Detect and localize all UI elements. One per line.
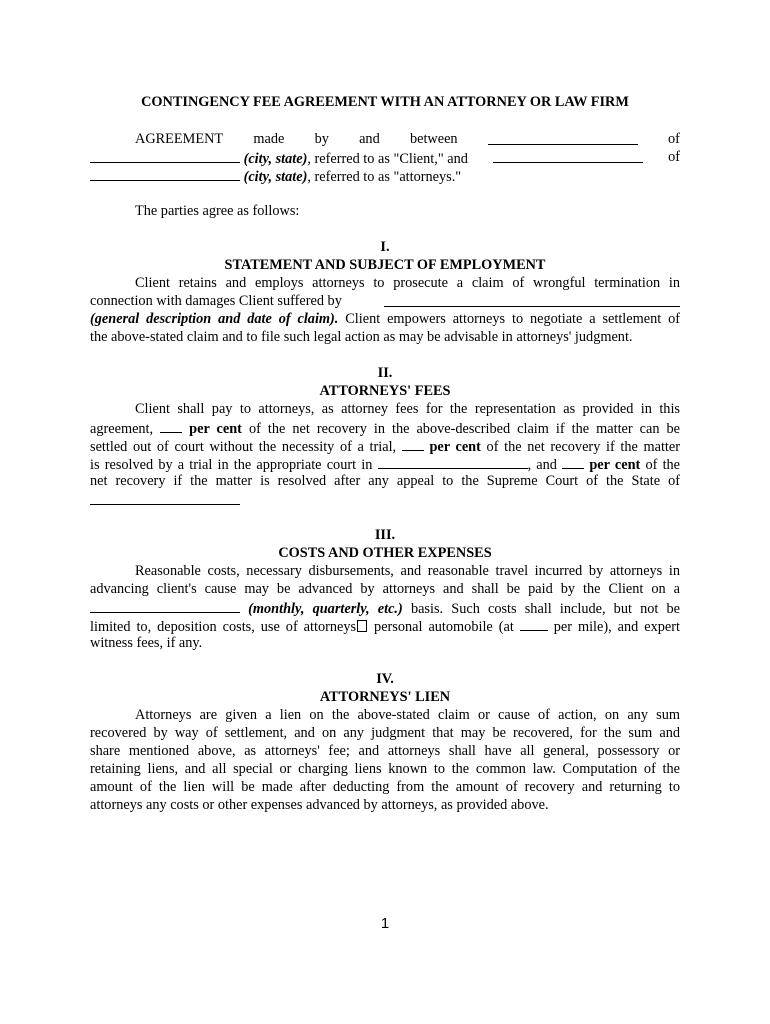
section-2-line-3: settled out of court without the necessity of a trial, per cent of the net recovery if the matter [90, 436, 680, 456]
intro-line-3: (city, state), referred to as "attorneys." [90, 166, 680, 186]
court-blank[interactable] [378, 454, 528, 469]
section-1-line-1: Client retains and employs attorneys to prosecute a claim of wrongful termination in [135, 275, 680, 291]
section-1-line-4: the above-stated claim and to file such legal action as may be advisable in attorneys' judgment. [90, 329, 633, 345]
appeal-percent-blank[interactable] [562, 454, 584, 469]
section-2-line-4: is resolved by a trial in the appropriate court in , and per cent of the [90, 454, 680, 474]
page-number: 1 [380, 915, 390, 932]
section-2-number: II. [377, 365, 393, 381]
section-2-line-6 [90, 490, 680, 510]
section-2-heading: ATTORNEYS' FEES [319, 383, 451, 399]
state-blank[interactable] [90, 490, 240, 505]
section-3-line-3: (monthly, quarterly, etc.) basis. Such costs shall include, but not be [90, 598, 680, 618]
settlement-percent-blank[interactable] [160, 418, 182, 433]
intro-line-1: AGREEMENT made by and between of [135, 131, 680, 147]
client-name-blank[interactable] [488, 130, 638, 145]
claim-description-blank[interactable] [384, 292, 680, 307]
section-3-line-2: advancing client's cause may be advanced by attorneys and shall be paid by the Client on a [90, 581, 680, 597]
section-2-line-5: net recovery if the matter is resolved after any appeal to the Supreme Court of the State of [90, 473, 680, 489]
mileage-rate-blank[interactable] [520, 616, 548, 631]
section-3-number: III. [374, 527, 396, 543]
section-4-number: IV. [376, 671, 394, 687]
section-1-line-3: (general description and date of claim). Client empowers attorneys to negotiate a settlement of [90, 311, 680, 327]
attorney-name-blank[interactable] [493, 148, 643, 163]
section-2-line-1: Client shall pay to attorneys, as attorney fees for the representation as provided in this [135, 401, 680, 417]
trial-percent-blank[interactable] [402, 436, 424, 451]
section-3-line-1: Reasonable costs, necessary disbursements, and reasonable travel incurred by attorneys in [135, 563, 680, 579]
document-title: CONTINGENCY FEE AGREEMENT WITH AN ATTORNEY OR LAW FIRM [141, 94, 629, 110]
section-4-line-4: retaining liens, and all special or charging liens known to the common law. Computation of the [90, 761, 680, 777]
client-city-blank[interactable] [90, 148, 240, 163]
section-4-line-2: recovered by way of settlement, and on any judgment that may be recovered, for the sum and [90, 725, 680, 741]
section-4-line-1: Attorneys are given a lien on the above-stated claim or cause of action, on any sum [135, 707, 680, 723]
section-4-heading: ATTORNEYS' LIEN [319, 689, 451, 705]
missing-glyph-icon [357, 620, 367, 632]
section-4-line-5: amount of the lien will be made after deducting from the amount of recovery and returning to [90, 779, 680, 795]
section-1-heading: STATEMENT AND SUBJECT OF EMPLOYMENT [224, 257, 546, 273]
section-1-line-2: connection with damages Client suffered by [90, 292, 680, 310]
intro-line-2: (city, state), referred to as "Client," and of [90, 148, 680, 168]
section-3-line-5: witness fees, if any. [90, 635, 203, 651]
section-3-line-4: limited to, deposition costs, use of attorneys personal automobile (at per mile), and expert [90, 616, 680, 636]
section-4-line-3: share mentioned above, as attorneys' fee; and attorneys shall have all general, possessory or [90, 743, 680, 759]
section-3-heading: COSTS AND OTHER EXPENSES [278, 545, 492, 561]
attorney-city-blank[interactable] [90, 166, 240, 181]
parties-text: The parties agree as follows: [135, 203, 300, 219]
section-1-number: I. [380, 239, 390, 255]
payment-period-blank[interactable] [90, 598, 240, 613]
section-2-line-2: agreement, per cent of the net recovery in the above-described claim if the matter can be [90, 418, 680, 438]
section-4-line-6: attorneys any costs or other expenses advanced by attorneys, as provided above. [90, 797, 549, 813]
